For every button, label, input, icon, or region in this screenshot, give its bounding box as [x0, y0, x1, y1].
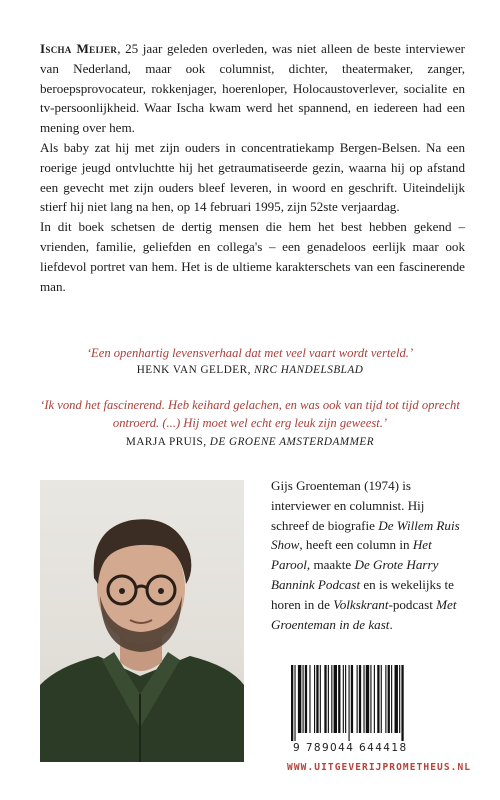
review-quote-2: ‘Ik vond het fascinerend. Heb keihard gelachen, en was ook van tijd tot tijd oprecht ontroerd. (...) Hij moet wel echt erg leuk zijn geweest.’	[40, 398, 460, 430]
barcode-bar	[366, 665, 369, 733]
barcode-bar	[345, 665, 346, 733]
barcode-bar	[349, 665, 350, 741]
barcode-bar	[343, 665, 344, 733]
barcode-bar	[359, 665, 361, 733]
barcode-bar	[314, 665, 315, 733]
author-portrait-illustration	[40, 480, 244, 762]
review-attribution-2: MARJA PRUIS, DE GROENE AMSTERDAMMER	[125, 436, 375, 448]
barcode-bar	[401, 665, 403, 741]
barcode-bar	[374, 665, 375, 733]
barcode-bar	[381, 665, 382, 733]
subject-name: Ischa Meijer	[40, 41, 118, 56]
barcode-bar	[309, 665, 310, 733]
barcode-bar	[377, 665, 379, 733]
barcode-bar	[338, 665, 340, 733]
barcode-bar	[395, 665, 398, 733]
blurb-paragraph-1: Ischa Meijer, 25 jaar geleden overleden, was niet alleen de beste interviewer van Nederland, maar ook columnist, dichter, theatermaker, zanger, beroepsprovocateur, rokkenjager, hoerenloper, Holocaustoverlever, socialite en tv-persoonlijkheid. Waar Ischa kwam werd het spannend, en iedereen had een mening over hem.	[40, 41, 466, 136]
author-bio: Gijs Groenteman (1974) is interviewer en columnist. Hij schreef de biografie De Willem Ruis Show, heeft een column in Het Parool, maakte De Grote Harry Bannink Podcast en is wekelijks te horen in de Volkskrant-podcast Met Groenteman in de kast.	[271, 478, 460, 632]
barcode-bar	[385, 665, 386, 733]
back-cover-blurb	[40, 39, 465, 296]
review-quote-1: ‘Een openhartig levensverhaal dat met veel vaart wordt verteld.’	[86, 346, 414, 360]
isbn-number: 9 789044 644418	[293, 742, 408, 754]
barcode-bar	[351, 665, 353, 733]
barcode-bar	[291, 665, 293, 741]
barcode-bar	[298, 665, 301, 733]
barcode-bar	[316, 665, 318, 733]
barcode-bars	[287, 665, 454, 741]
blurb-paragraph-2: Als baby zat hij met zijn ouders in concentratiekamp Bergen-Belsen. Na een roerige jeugd ontvluchtte hij het getraumatiseerde gezin, waarna hij op afstand een gevecht met zijn ouders bleef leveren, in woord en geschrift. Uiteindelijk stierf hij niet lang na hen, op 14 februari 1995, zijn 52ste verjaardag.	[40, 139, 465, 215]
barcode-bar	[357, 665, 358, 733]
barcode-bar	[324, 665, 326, 733]
review-attribution-1: HENK VAN GELDER, NRC HANDELSBLAD	[136, 364, 364, 376]
barcode-bar	[399, 665, 400, 733]
author-photo	[40, 480, 244, 762]
barcode-bar	[320, 665, 321, 733]
barcode-bar	[370, 665, 371, 733]
barcode-bar	[334, 665, 337, 733]
barcode-bar	[294, 665, 295, 741]
barcode-bar	[328, 665, 329, 733]
barcode-bar	[388, 665, 390, 733]
publisher-website[interactable]: WWW.UITGEVERIJPROMETHEUS.NL	[287, 762, 472, 773]
blurb-paragraph-3: In dit boek schetsen de dertig mensen die hem het best hebben gekend – vrienden, familie, geliefden en collega's – een genadeloos eerlijk maar ook liefdevol portret van hem. Het is de ultieme karakterschets van een fascinerende man.	[40, 219, 465, 294]
barcode-bar	[391, 665, 392, 733]
barcode-bar	[331, 665, 332, 733]
barcode-bar	[363, 665, 364, 733]
barcode-bar	[303, 665, 304, 733]
barcode-bar	[305, 665, 307, 733]
